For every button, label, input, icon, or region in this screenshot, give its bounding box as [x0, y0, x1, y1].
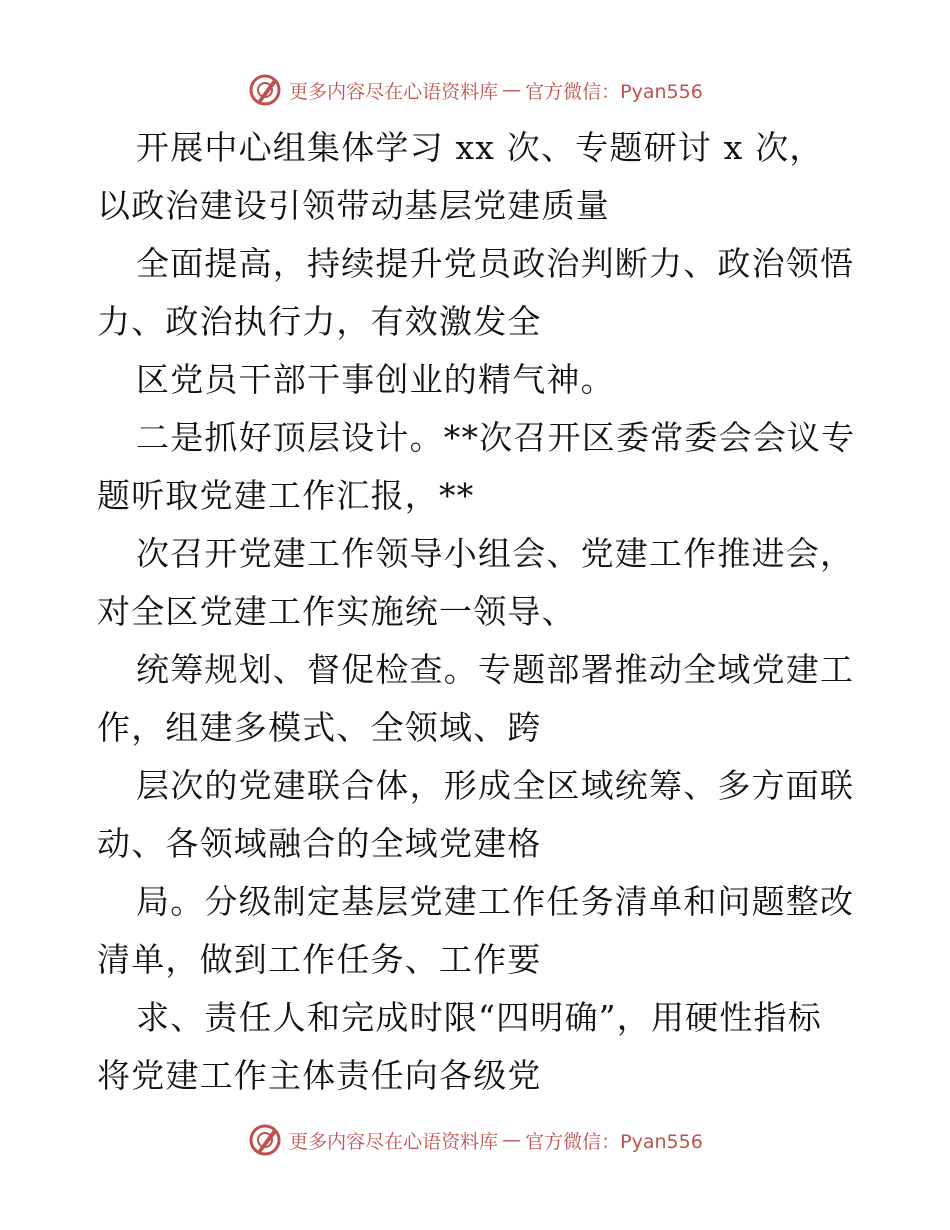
footer-banner: [0, 1120, 950, 1160]
text-line: 清单，做到工作任务、工作要: [97, 940, 542, 979]
banner-separator: —: [502, 79, 522, 101]
banner-separator: —: [502, 1129, 522, 1151]
text-line: 区党员干部干事创业的精气神。: [136, 360, 615, 399]
text-line: 层次的党建联合体，形成全区域统筹、多方面联: [136, 766, 855, 805]
text-line: 统筹规划、督促检查。专题部署推动全域党建工: [136, 650, 855, 689]
text-line: 题听取党建工作汇报，**: [97, 476, 475, 515]
text-line: 二是抓好顶层设计。**次召开区委常委会会议专: [136, 418, 856, 457]
text-line: 对全区党建工作实施统一领导、: [97, 592, 576, 631]
text-line: 作，组建多模式、全领域、跨: [97, 708, 542, 747]
text-line: 将党建工作主体责任向各级党: [97, 1056, 542, 1095]
text-line: 局。分级制定基层党建工作任务清单和问题整改: [136, 882, 855, 921]
banner-wechat: 官方微信：Pyan556: [525, 80, 703, 103]
text-line: 求、责任人和完成时限“四明确”，用硬性指标: [136, 998, 822, 1037]
text-line: 动、各领域融合的全域党建格: [97, 824, 542, 863]
text-line: 全面提高，持续提升党员政治判断力、政治领悟: [136, 244, 855, 283]
text-line: 次召开党建工作领导小组会、党建工作推进会，: [136, 534, 855, 573]
text-line: 力、政治执行力，有效激发全: [97, 302, 542, 341]
banner-wechat: 官方微信：Pyan556: [525, 1130, 703, 1153]
banner-title: 更多内容尽在心语资料库: [289, 80, 499, 103]
text-line: 开展中心组集体学习 xx 次、专题研讨 x 次，: [136, 128, 824, 167]
text-line: 以政治建设引领带动基层党建质量: [97, 186, 610, 225]
logo-icon: [247, 1122, 283, 1158]
banner-title: 更多内容尽在心语资料库: [289, 1130, 499, 1153]
